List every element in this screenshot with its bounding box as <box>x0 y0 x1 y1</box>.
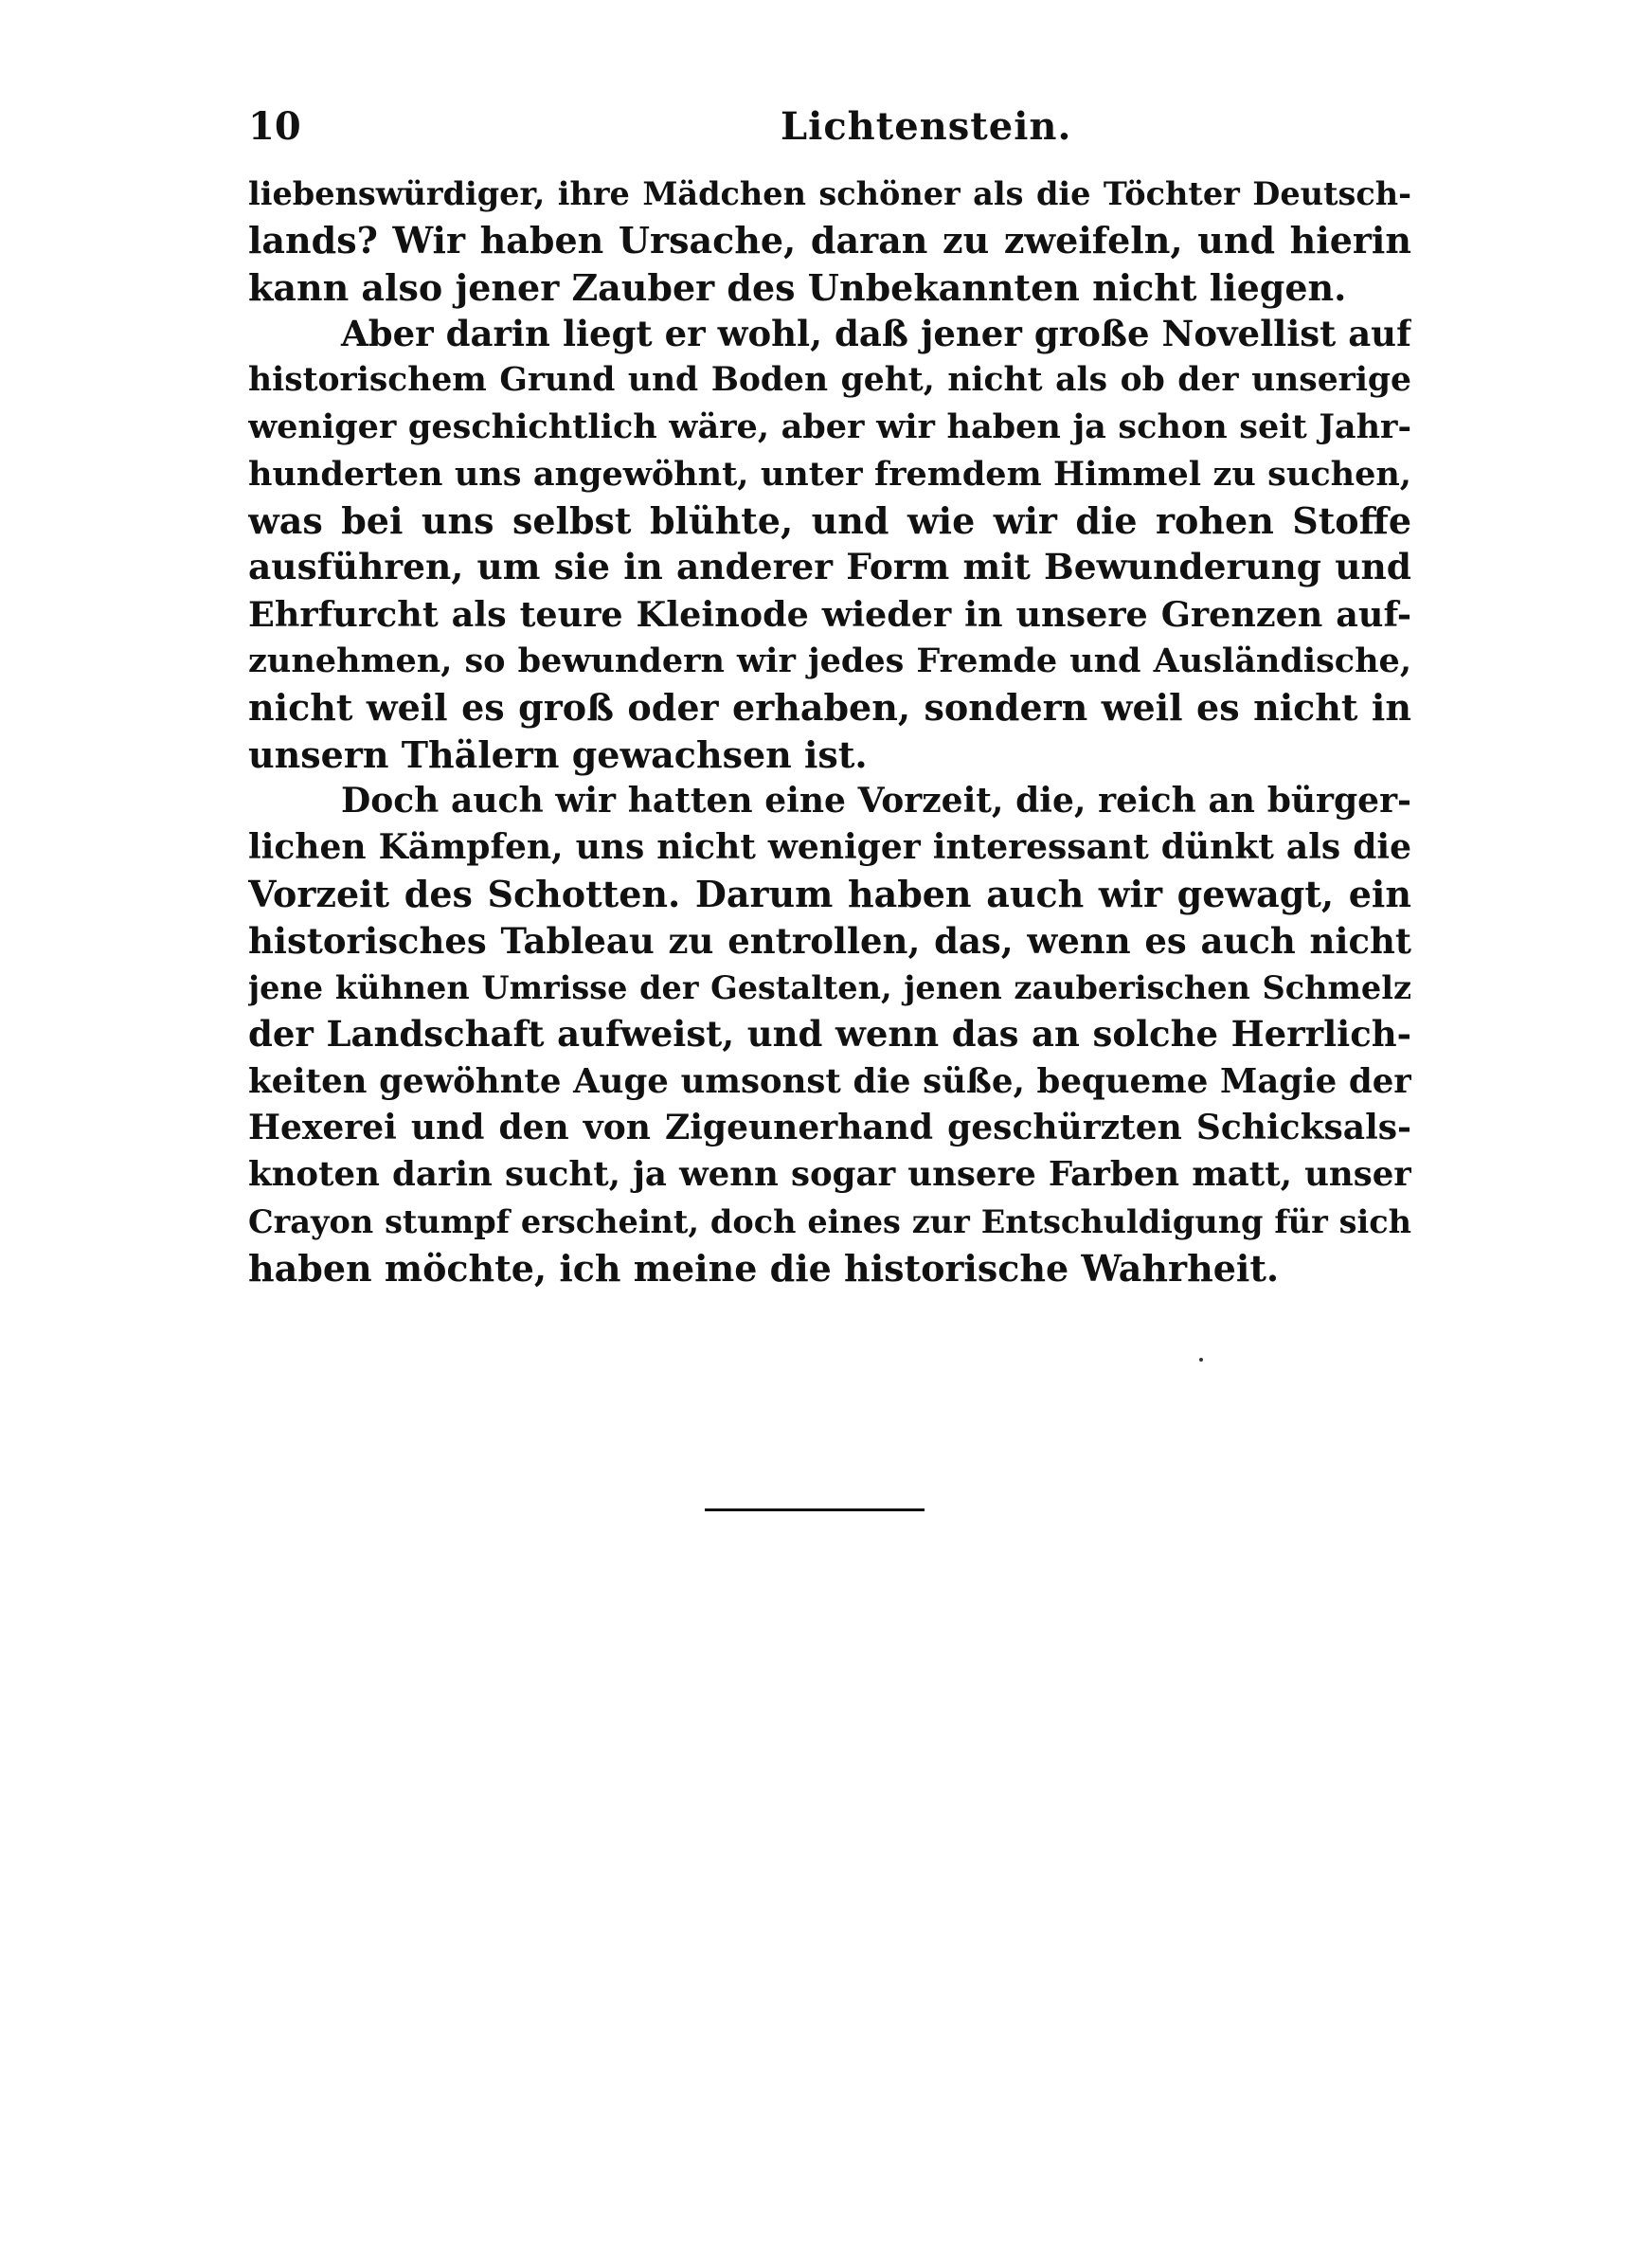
text-line: liebenswürdiger, ihre Mädchen schöner als die Töchter Deutsch- <box>248 175 1411 212</box>
text-line: ausführen, um sie in anderer Form mit Bewunderung und <box>248 546 1411 588</box>
text-line: haben möchte, ich meine die historische Wahrheit. <box>248 1246 1280 1290</box>
text-line: zunehmen, so bewundern wir jedes Fremde und Ausländische, <box>248 641 1411 680</box>
page-number: 10 <box>248 104 301 149</box>
text-line: Ehrfurcht als teure Kleinode wieder in unsere Grenzen auf- <box>248 593 1411 635</box>
text-line: nicht weil es groß oder erhaben, sondern weil es nicht in <box>248 686 1411 730</box>
text-line: kann also jener Zauber des Unbekannten nicht liegen. <box>248 265 1347 309</box>
text-line: historischem Grund und Boden geht, nicht als ob der unserige <box>248 361 1411 400</box>
end-rule <box>705 1508 925 1511</box>
text-line: jene kühnen Umrisse der Gestalten, jenen zauberischen Schmelz <box>248 969 1411 1007</box>
text-line: historisches Tableau zu entrollen, das, wenn es auch nicht <box>248 919 1411 962</box>
text-line: Vorzeit des Schotten. Darum haben auch wir gewagt, ein <box>248 873 1411 916</box>
text-line: Hexerei und den von Zigeunerhand geschürzten Schicksals- <box>248 1107 1411 1147</box>
text-line: Crayon stumpf erscheint, doch eines zur Entschuldigung für sich <box>248 1202 1411 1240</box>
text-line: unsern Thälern gewachsen ist. <box>248 732 868 776</box>
page-header <box>248 102 1411 159</box>
text-line: was bei uns selbst blühte, und wie wir die rohen Stoffe <box>248 499 1411 543</box>
text-line: Aber darin liegt er wohl, daß jener große Novellist auf <box>341 312 1411 354</box>
text-line: keiten gewöhnte Auge umsonst die süße, bequeme Magie der <box>248 1061 1411 1101</box>
body-text <box>248 171 1411 1291</box>
text-line: lichen Kämpfen, uns nicht weniger interessant dünkt als die <box>248 827 1411 868</box>
text-line: lands? Wir haben Ursache, daran zu zweifeln, und hierin <box>248 219 1411 262</box>
text-line: der Landschaft aufweist, und wenn das an solche Herrlich- <box>248 1013 1411 1056</box>
text-line: Doch auch wir hatten eine Vorzeit, die, reich an bürger- <box>341 780 1411 821</box>
text-line: hunderten uns angewöhnt, unter fremdem Himmel zu suchen, <box>248 454 1411 494</box>
running-head: Lichtenstein. <box>781 104 1072 149</box>
text-line: knoten darin sucht, ja wenn sogar unsere Farben matt, unser <box>248 1155 1411 1195</box>
ink-speck <box>1199 1358 1203 1362</box>
text-line: weniger geschichtlich wäre, aber wir haben ja schon seit Jahr- <box>248 407 1411 447</box>
